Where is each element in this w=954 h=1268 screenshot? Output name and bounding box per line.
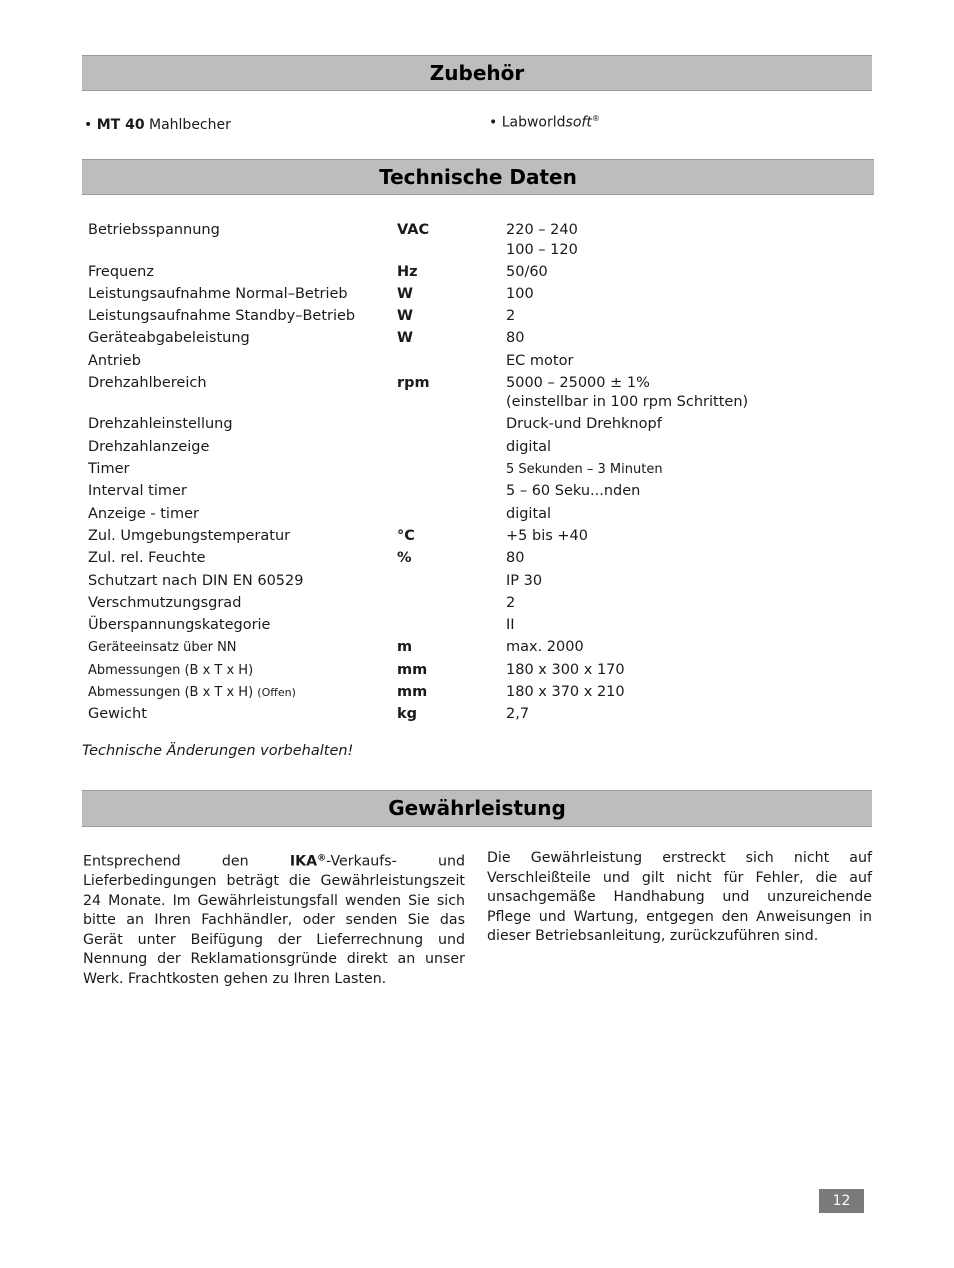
section-title: Zubehör xyxy=(429,61,525,85)
accessory-item-mt40: • MT 40 Mahlbecher xyxy=(84,117,231,133)
accessory-name: MT 40 xyxy=(96,117,145,133)
section-title: Gewährleistung xyxy=(388,796,566,820)
brand-name: IKA xyxy=(289,853,318,870)
section-title: Technische Daten xyxy=(379,165,577,189)
page-number: 12 xyxy=(819,1189,864,1213)
section-header-accessories xyxy=(82,55,872,91)
section-header-tech-data xyxy=(82,159,874,195)
warranty-text-right: Die Gewährleistung erstreckt sich nicht auf Verschleißteile und gilt nicht für Fehler, die auf unsachgemäße Handhabung und unzureichende Pflege und Wartung, entgegen den Anweisungen in dieser Betriebsanleitung, zurückzuführen sind. xyxy=(487,850,872,944)
disclaimer-note: Technische Änderungen vorbehalten! xyxy=(82,743,354,759)
accessory-item-labworldsoft: • Labworldsoft® xyxy=(489,114,600,131)
accessory-desc: Mahlbecher xyxy=(149,117,231,133)
warranty-text-left: Entsprechend den IKA®-Verkaufs- und Lieferbedingungen beträgt die Gewährleistungszeit 24 Monate. Im Gewährleistungsfall wenden Sie sich bitte an Ihren Fachhändler, oder senden Sie das Gerät unter Beifügung der Lieferrechnung und Nennung der Reklamationsgründe direkt an unser Werk. Frachtkosten gehen zu Ihren Lasten. xyxy=(83,853,466,987)
section-header-warranty xyxy=(82,790,872,827)
